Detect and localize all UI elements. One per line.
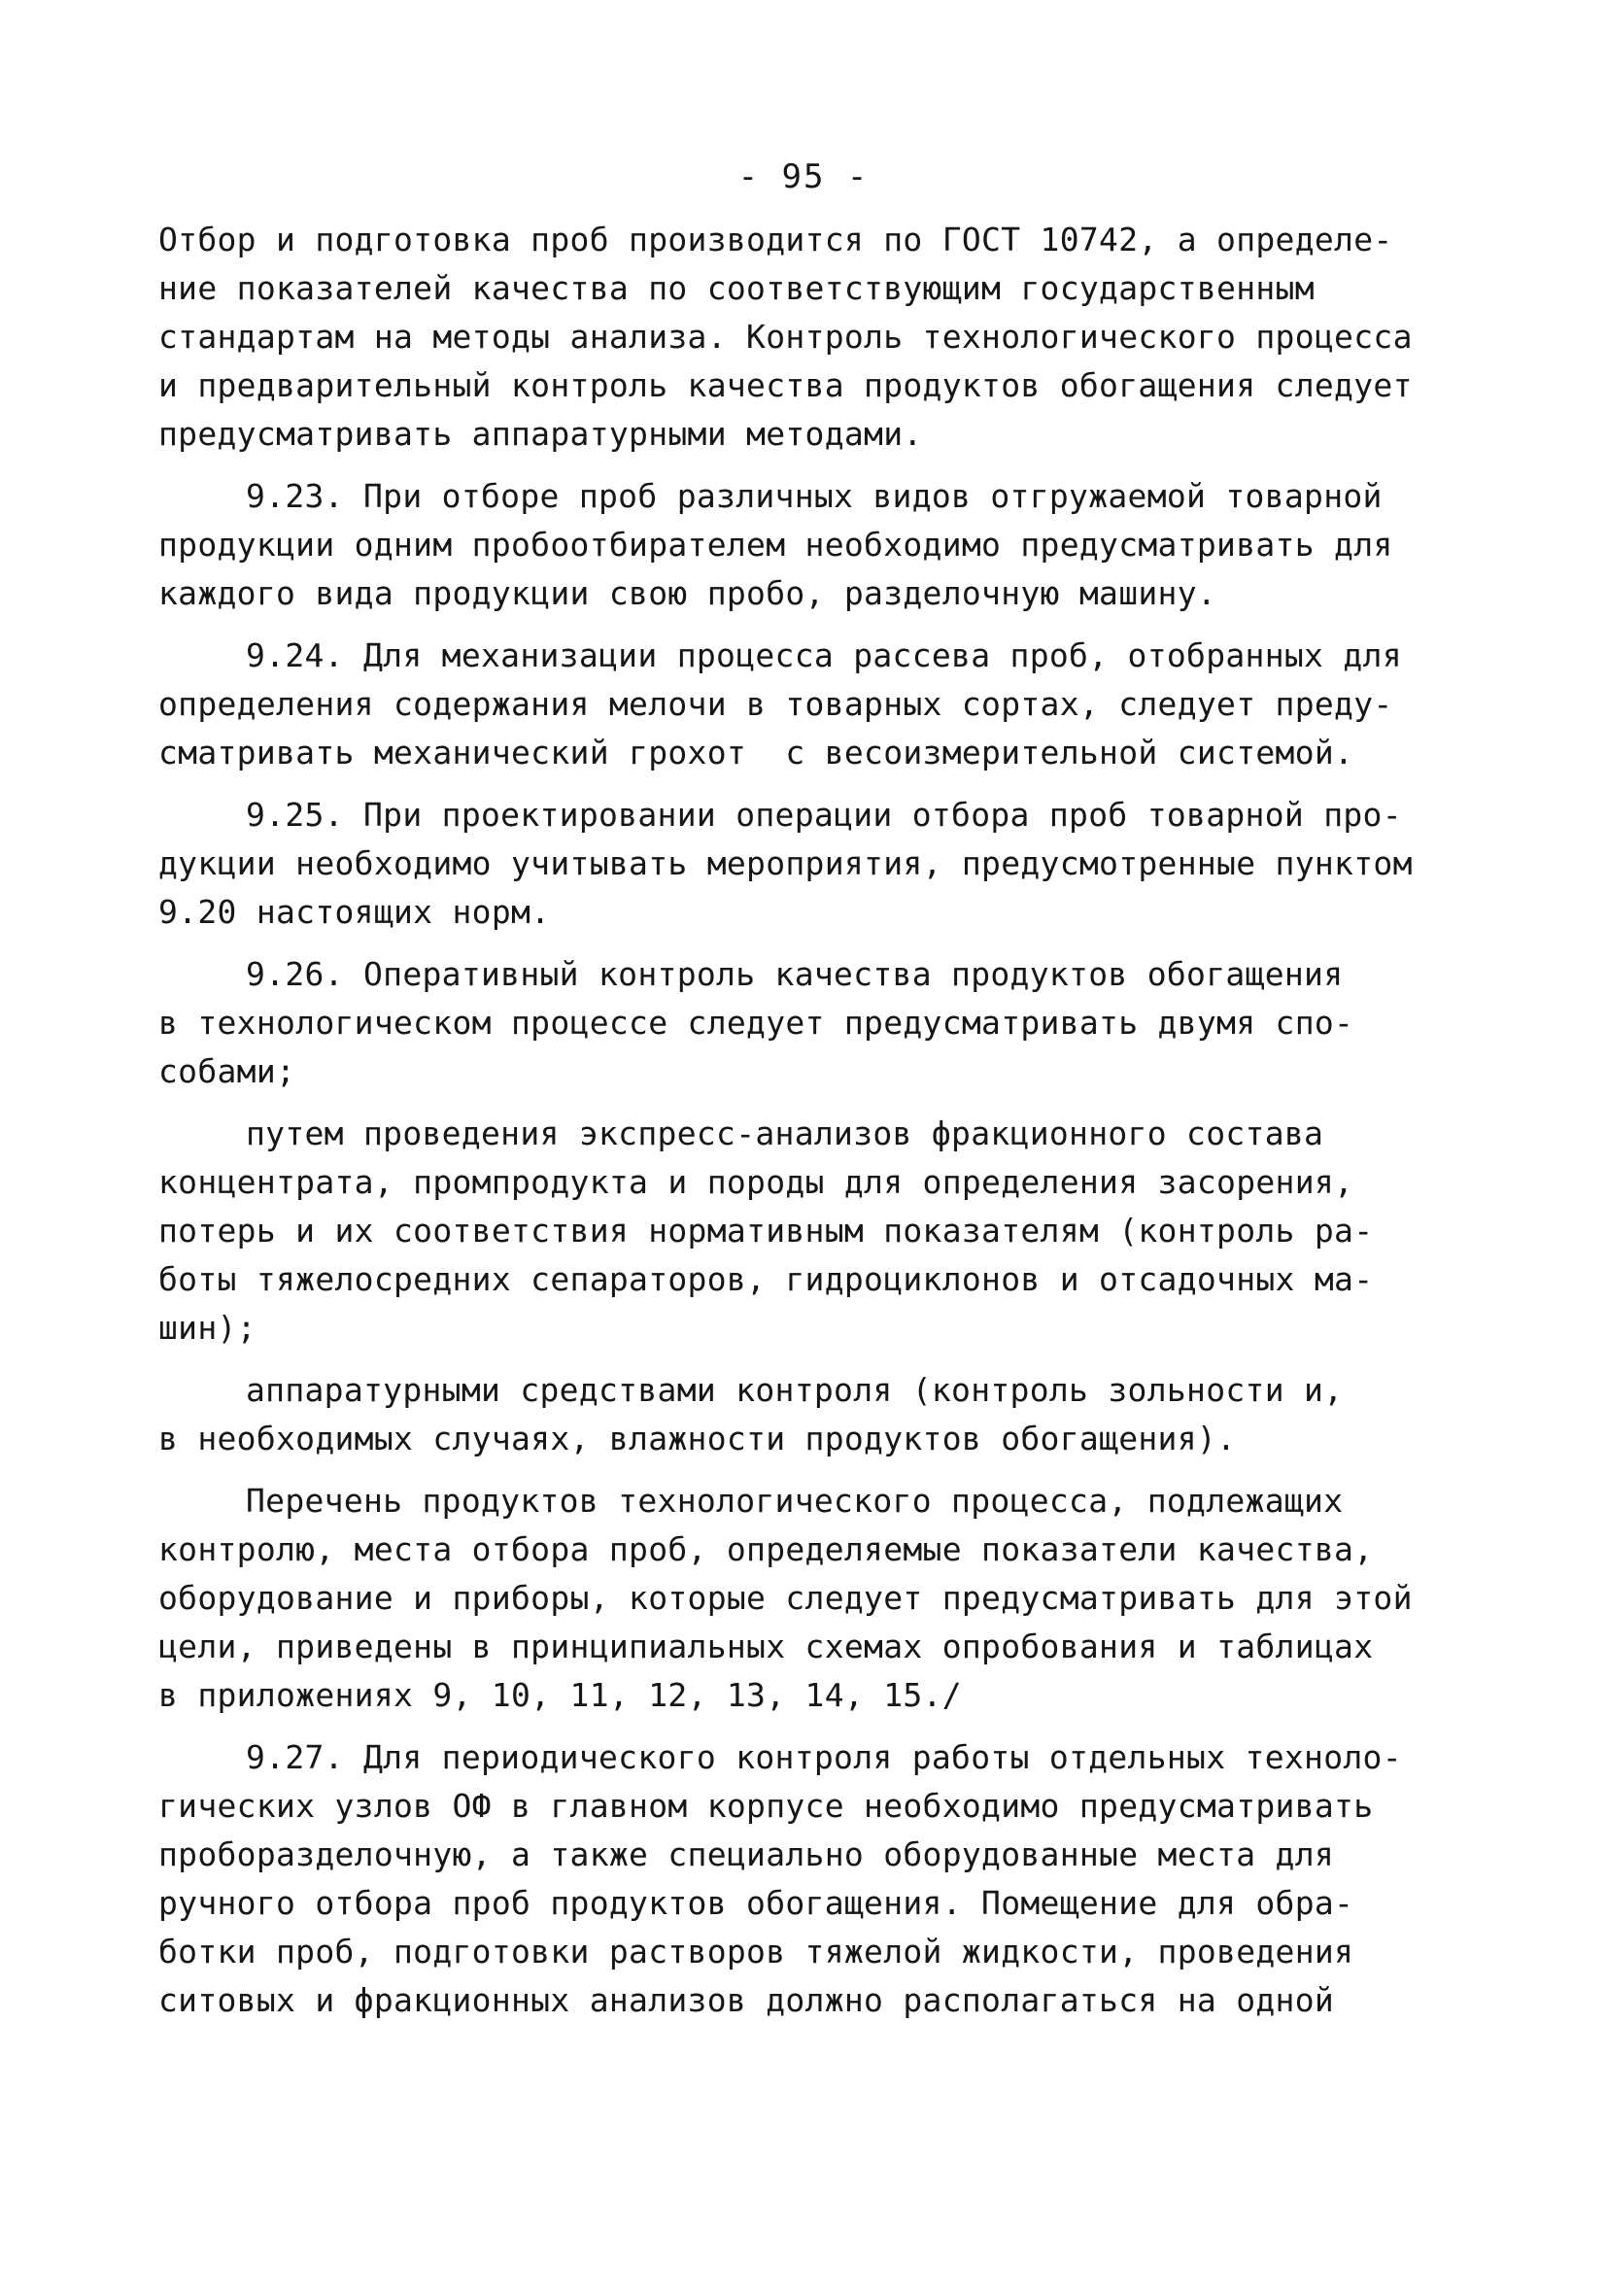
text-line: пробоpазделочную, а также специально оборудованные места для: [158, 1835, 1335, 1873]
text-line: потерь и их соответствия нормативным показателям (контроль ра-: [158, 1212, 1374, 1250]
text-line: гических узлов ОФ в главном корпусе необходимо предусматривать: [158, 1787, 1374, 1825]
text-line: шин);: [158, 1309, 256, 1347]
paragraph-9-25: [158, 791, 1460, 937]
body-text: [158, 216, 1460, 2039]
text-line: 9.25. При проектировании операции отбора проб товарной про-: [246, 796, 1402, 834]
text-line: путем проведения экспресс-анализов фракционного состава: [246, 1114, 1324, 1152]
text-line: в приложениях 9, 10, 11, 12, 13, 14, 15./: [158, 1676, 962, 1714]
text-line: определения содержания мелочи в товарных сортах, следует преду-: [158, 685, 1393, 723]
text-line: цели, приведены в принципиальных схемах опробования и таблицах: [158, 1628, 1374, 1665]
paragraph-express-analysis: [158, 1110, 1460, 1353]
text-line: стандартам на методы анализа. Контроль технологического процесса: [158, 318, 1413, 356]
text-line: ситовых и фракционных анализов должно располагаться на одной: [158, 1981, 1335, 2019]
text-line: продукции одним пробоотбирателем необходимо предусматривать для: [158, 526, 1393, 564]
text-line: предусматривать аппаратурными методами.: [158, 415, 923, 453]
text-line: дукции необходимо учитывать мероприятия, предусмотренные пунктом: [158, 844, 1413, 882]
paragraph-9-23: [158, 472, 1460, 618]
text-line: сматривать механический грохот с весоизмерительной системой.: [158, 734, 1354, 771]
paragraph-instrumental-control: [158, 1366, 1460, 1463]
text-line: аппаратурными средствами контроля (контроль зольности и,: [246, 1371, 1344, 1409]
text-line: концентрата, промпродукта и породы для определения засорения,: [158, 1163, 1354, 1201]
text-line: ние показателей качества по соответствующим государственным: [158, 269, 1315, 307]
text-line: Перечень продуктов технологического процесса, подлежащих: [246, 1482, 1344, 1520]
paragraph-9-26: [158, 950, 1460, 1096]
text-line: ручного отбора проб продуктов обогащения. Помещение для обра-: [158, 1884, 1354, 1922]
text-line: оборудование и приборы, которые следует предусматривать для этой: [158, 1579, 1413, 1617]
text-line: 9.26. Оперативный контроль качества продуктов обогащения: [246, 955, 1344, 993]
page-number: - 95 -: [737, 157, 870, 196]
text-line: 9.23. При отборе проб различных видов отгружаемой товарной: [246, 477, 1383, 515]
text-line: собами;: [158, 1052, 296, 1090]
text-line: и предварительный контроль качества продуктов обогащения следует: [158, 366, 1413, 404]
text-line: 9.27. Для периодического контроля работы отдельных техноло-: [246, 1738, 1402, 1776]
text-line: в технологическом процессе следует предусматривать двумя спо-: [158, 1004, 1354, 1042]
paragraph-sampling-intro: [158, 216, 1460, 459]
paragraph-product-list: [158, 1477, 1460, 1720]
text-line: в необходимых случаях, влажности продуктов обогащения).: [158, 1420, 1237, 1457]
text-line: контролю, места отбора проб, определяемые показатели качества,: [158, 1530, 1374, 1568]
text-line: 9.24. Для механизации процесса рассева проб, отобранных для: [246, 636, 1402, 674]
text-line: каждого вида продукции свою пробо, разделочную машину.: [158, 574, 1217, 612]
paragraph-9-24: [158, 632, 1460, 777]
text-line: Отбор и подготовка проб производится по ГОСТ 10742, а определе-: [158, 221, 1393, 258]
text-line: ботки проб, подготовки растворов тяжелой жидкости, проведения: [158, 1933, 1354, 1970]
text-line: боты тяжелосредних сепараторов, гидроциклонов и отсадочных ма-: [158, 1260, 1374, 1298]
text-line: 9.20 настоящих норм.: [158, 893, 551, 931]
paragraph-9-27: [158, 1733, 1460, 2025]
